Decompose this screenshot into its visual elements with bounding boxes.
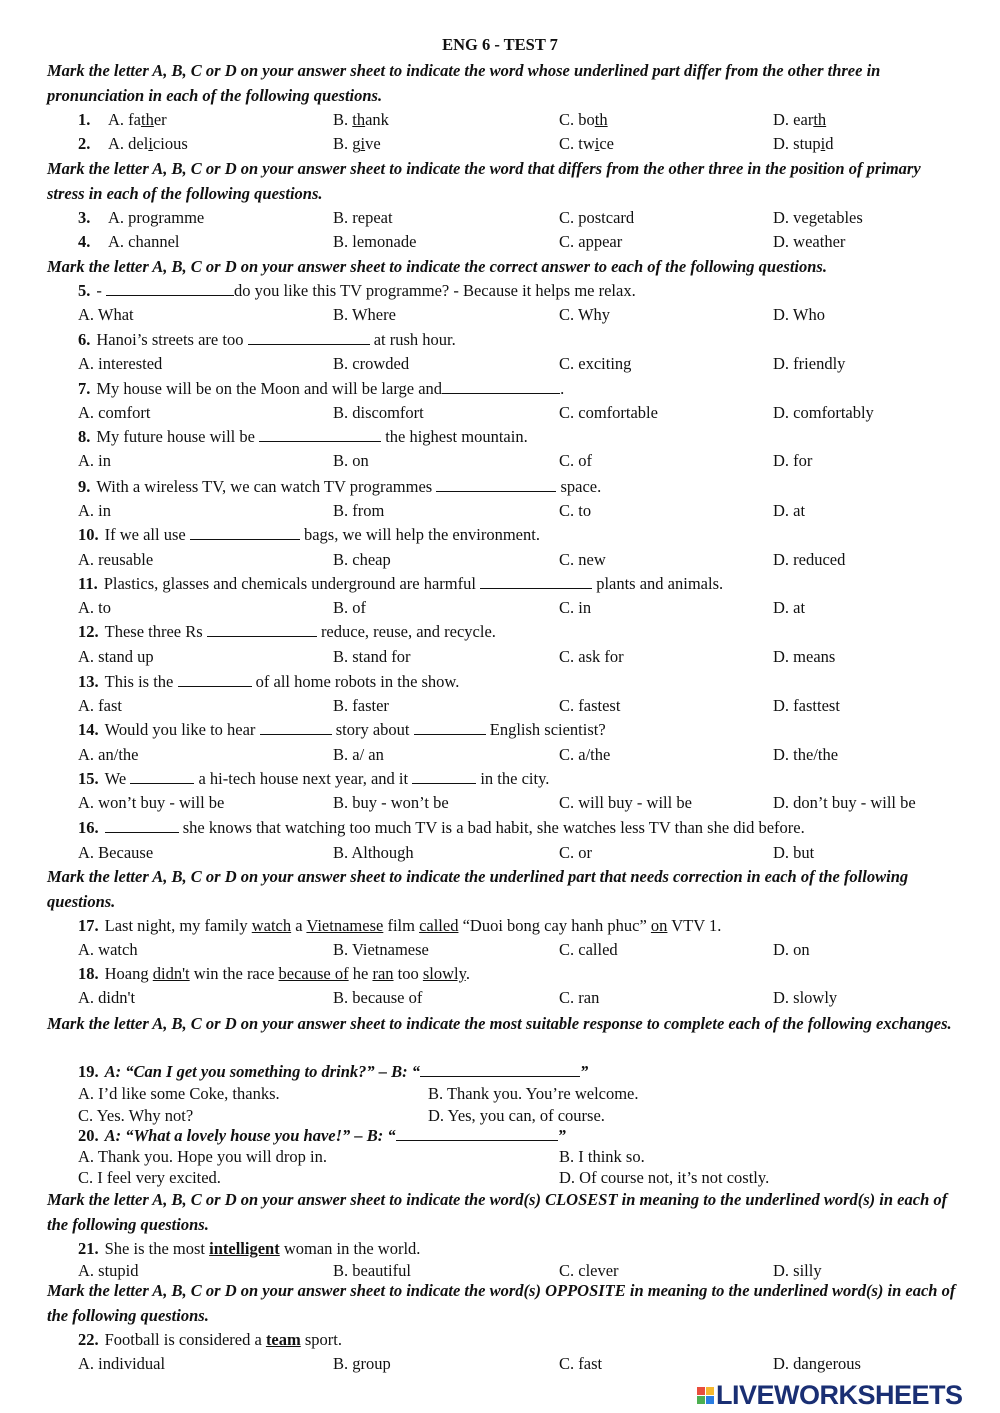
question-10-option-d[interactable]: D. reduced	[773, 550, 846, 569]
stem-text: -	[96, 281, 106, 300]
question-11-option-d[interactable]: D. at	[773, 598, 806, 617]
question-1-option-a[interactable]	[78, 109, 167, 131]
question-17-option-b[interactable]: B. Vietnamese	[333, 940, 429, 959]
answer-blank[interactable]	[480, 573, 592, 589]
question-16-option-d[interactable]: D. but	[773, 843, 815, 862]
question-20-option-b[interactable]: B. I think so.	[559, 1147, 645, 1166]
answer-blank[interactable]	[207, 621, 317, 637]
section-instruction: Mark the letter A, B, C or D on your answer sheet to indicate the most suitable response to complete each of the following exchanges.	[47, 1014, 952, 1033]
section-instruction: Mark the letter A, B, C or D on your answer sheet to indicate the word whose underlined part differ from the other three in pronunciation in each of the following questions.	[47, 61, 881, 105]
answer-blank[interactable]	[436, 476, 556, 492]
question-number: 15.	[78, 769, 99, 788]
question-6-option-a[interactable]: A. interested	[78, 354, 163, 373]
answer-blank[interactable]	[130, 768, 194, 784]
question-19-option-a[interactable]: A. I’d like some Coke, thanks.	[78, 1084, 280, 1103]
question-1-option-c[interactable]	[559, 109, 608, 131]
stem-text: A: “What a lovely house you have!” – B: “	[104, 1126, 396, 1145]
stem-text: win the race	[189, 964, 279, 983]
underlined-word: intelligent	[209, 1239, 280, 1258]
question-7-option-a[interactable]: A. comfort	[78, 403, 151, 422]
question-8-option-b[interactable]: B. on	[333, 451, 369, 470]
question-15-option-a[interactable]: A. won’t buy - will be	[78, 793, 225, 812]
question-22-option-d[interactable]: D. dangerous	[773, 1354, 861, 1373]
question-15-option-b[interactable]: B. buy - won’t be	[333, 793, 449, 812]
stem-text: story about	[331, 720, 414, 739]
question-number: 6.	[78, 330, 91, 349]
question-21-option-a[interactable]: A. stupid	[78, 1261, 139, 1280]
stem-text: a hi-tech house next year, and it	[194, 769, 413, 788]
question-number: 12.	[78, 622, 99, 641]
answer-blank[interactable]	[412, 768, 476, 784]
stem-text: She is the most	[104, 1239, 210, 1258]
question-9-stem	[78, 476, 978, 498]
question-15-option-c[interactable]: C. will buy - will be	[559, 793, 692, 812]
question-17-stem	[78, 915, 978, 937]
question-10-option-c[interactable]: C. new	[559, 550, 606, 569]
underlined-part: on	[650, 916, 668, 935]
question-8-option-a[interactable]: A. in	[78, 451, 111, 470]
stem-text: space.	[556, 477, 602, 496]
question-19-option-b[interactable]: B. Thank you. You’re welcome.	[428, 1084, 639, 1103]
question-2-option-c[interactable]	[559, 133, 614, 155]
option-text: ce	[599, 134, 615, 153]
question-18-option-b[interactable]: B. because of	[333, 988, 423, 1007]
question-11-option-c[interactable]: C. in	[559, 598, 592, 617]
question-17-option-c[interactable]: C. called	[559, 940, 618, 959]
stem-text: ”	[580, 1062, 589, 1081]
question-12-option-d[interactable]: D. means	[773, 647, 836, 666]
question-9-option-b[interactable]: B. from	[333, 501, 385, 520]
question-2-option-b[interactable]	[333, 133, 381, 155]
question-8-option-c[interactable]: C. of	[559, 451, 592, 470]
stem-text: too	[393, 964, 423, 983]
question-13-option-d[interactable]: D. fasttest	[773, 696, 840, 715]
option-text: B.	[333, 110, 353, 129]
question-11-stem	[78, 573, 978, 595]
section-instruction: Mark the letter A, B, C or D on your answer sheet to indicate the underlined part that needs correction in each of the following questions.	[47, 867, 909, 911]
question-17-option-a[interactable]: A. watch	[78, 940, 138, 959]
option-text: C. tw	[559, 134, 595, 153]
underlined-part: i	[820, 134, 826, 153]
question-22-option-c[interactable]: C. fast	[559, 1354, 603, 1373]
question-13-stem	[78, 671, 978, 693]
question-3-option-b[interactable]: B. repeat	[333, 208, 393, 227]
question-1-option-d[interactable]	[773, 109, 826, 131]
stem-text: sport.	[300, 1330, 343, 1349]
stem-text: bags, we will help the environment.	[299, 525, 540, 544]
question-18-stem	[78, 963, 978, 985]
stem-text: “Duoi bong cay hanh phuc”	[458, 916, 651, 935]
stem-text: My house will be on the Moon and will be large and	[96, 379, 443, 398]
question-6-stem	[78, 329, 978, 351]
stem-text: she knows that watching too much TV is a bad habit, she watches less TV than she did before.	[178, 818, 805, 837]
question-16-option-b[interactable]: B. Although	[333, 843, 414, 862]
question-22-stem	[78, 1329, 978, 1351]
answer-blank[interactable]	[414, 719, 486, 735]
question-5-stem	[78, 280, 978, 302]
question-16-stem	[78, 817, 978, 839]
stem-text: We	[104, 769, 131, 788]
question-number: 13.	[78, 672, 99, 691]
question-4-option-b[interactable]: B. lemonade	[333, 232, 417, 251]
question-15-stem	[78, 768, 978, 790]
question-number: 4.	[78, 232, 91, 251]
liveworksheets-logo	[697, 1381, 997, 1409]
question-4-option-a[interactable]	[78, 231, 179, 253]
question-17-option-d[interactable]: D. on	[773, 940, 810, 959]
section-instruction: Mark the letter A, B, C or D on your answer sheet to indicate the word(s) CLOSEST in meaning to the underlined word(s) in each of the following questions.	[47, 1190, 948, 1234]
question-7-option-d[interactable]: D. comfortably	[773, 403, 874, 422]
option-text: D. stup	[773, 134, 821, 153]
question-8-stem	[78, 426, 978, 448]
question-13-option-b[interactable]: B. faster	[333, 696, 389, 715]
question-21-option-b[interactable]: B. beautiful	[333, 1261, 411, 1280]
question-9-option-a[interactable]: A. in	[78, 501, 111, 520]
underlined-part: i	[360, 134, 366, 153]
stem-text: These three Rs	[104, 622, 207, 641]
option-text: A. programme	[108, 208, 205, 227]
question-10-stem	[78, 524, 978, 546]
section-instruction: Mark the letter A, B, C or D on your answer sheet to indicate the word that differs from the other three in the position of primary stress in each of the following questions.	[47, 159, 921, 203]
question-12-option-c[interactable]: C. ask for	[559, 647, 624, 666]
logo-icon	[697, 1387, 714, 1404]
answer-blank[interactable]	[105, 817, 179, 833]
question-3-option-a[interactable]	[78, 207, 204, 229]
stem-text: of all home robots in the show.	[251, 672, 460, 691]
question-21-stem	[78, 1238, 978, 1260]
question-7-option-c[interactable]: C. comfortable	[559, 403, 658, 422]
question-number: 10.	[78, 525, 99, 544]
answer-blank[interactable]	[190, 524, 300, 540]
question-7-stem	[78, 378, 978, 400]
question-number: 22.	[78, 1330, 99, 1349]
stem-text: If we all use	[104, 525, 190, 544]
question-number: 14.	[78, 720, 99, 739]
option-text: A. fa	[108, 110, 141, 129]
question-19-option-c[interactable]: C. Yes. Why not?	[78, 1106, 194, 1125]
question-number: 20.	[78, 1126, 99, 1145]
question-3-option-c[interactable]: C. postcard	[559, 208, 635, 227]
stem-text: plants and animals.	[592, 574, 724, 593]
underlined-part: called	[419, 916, 459, 935]
question-4-option-c[interactable]: C. appear	[559, 232, 623, 251]
underlined-part: th	[813, 110, 827, 129]
underlined-part: because of	[278, 964, 349, 983]
logo-text: LIVEWORKSHEETS	[716, 1379, 963, 1410]
answer-blank[interactable]	[442, 378, 560, 394]
question-5-option-b[interactable]: B. Where	[333, 305, 396, 324]
question-number: 3.	[78, 208, 91, 227]
question-number: 8.	[78, 427, 91, 446]
question-14-option-c[interactable]: C. a/the	[559, 745, 611, 764]
question-6-option-c[interactable]: C. exciting	[559, 354, 632, 373]
option-text: cious	[152, 134, 188, 153]
question-number: 9.	[78, 477, 91, 496]
question-7-option-b[interactable]: B. discomfort	[333, 403, 424, 422]
question-4-option-d[interactable]: D. weather	[773, 232, 846, 251]
answer-blank[interactable]	[396, 1125, 558, 1141]
question-2-option-a[interactable]	[78, 133, 188, 155]
option-text: d	[825, 134, 834, 153]
question-16-option-c[interactable]: C. or	[559, 843, 592, 862]
stem-text: Hanoi’s streets are too	[96, 330, 248, 349]
question-number: 16.	[78, 818, 99, 837]
underlined-part: th	[140, 110, 154, 129]
section-instruction: Mark the letter A, B, C or D on your answer sheet to indicate the word(s) OPPOSITE in meaning to the underlined word(s) in each of the following questions.	[47, 1281, 956, 1325]
stem-text: woman in the world.	[279, 1239, 421, 1258]
question-3-option-d[interactable]: D. vegetables	[773, 208, 863, 227]
option-text: er	[153, 110, 167, 129]
stem-text: Hoang	[104, 964, 153, 983]
question-2-option-d[interactable]	[773, 133, 834, 155]
stem-text: reduce, reuse, and recycle.	[316, 622, 496, 641]
question-10-option-a[interactable]: A. reusable	[78, 550, 154, 569]
stem-text: the highest mountain.	[381, 427, 528, 446]
question-11-option-b[interactable]: B. of	[333, 598, 366, 617]
question-5-option-d[interactable]: D. Who	[773, 305, 825, 324]
option-text: B. g	[333, 134, 361, 153]
stem-text: English scientist?	[485, 720, 606, 739]
question-21-option-c[interactable]: C. clever	[559, 1261, 619, 1280]
question-number: 2.	[78, 134, 91, 153]
underlined-part: i	[148, 134, 153, 153]
option-text: A. channel	[108, 232, 180, 251]
stem-text: ”	[557, 1126, 566, 1145]
question-1-option-b[interactable]	[333, 109, 389, 131]
stem-text: .	[560, 379, 565, 398]
stem-text: film	[383, 916, 420, 935]
question-number: 1.	[78, 110, 91, 129]
question-14-stem	[78, 719, 978, 741]
question-19-option-d[interactable]: D. Yes, you can, of course.	[428, 1106, 605, 1125]
question-14-option-b[interactable]: B. a/ an	[333, 745, 384, 764]
question-5-option-c[interactable]: C. Why	[559, 305, 611, 324]
question-12-option-a[interactable]: A. stand up	[78, 647, 154, 666]
question-9-option-c[interactable]: C. to	[559, 501, 592, 520]
stem-text: A: “Can I get you something to drink?” – B: “	[104, 1062, 421, 1081]
stem-text: This is the	[104, 672, 178, 691]
question-22-option-a[interactable]: A. individual	[78, 1354, 166, 1373]
question-number: 21.	[78, 1239, 99, 1258]
answer-blank[interactable]	[178, 671, 252, 687]
section-instruction: Mark the letter A, B, C or D on your answer sheet to indicate the correct answer to each of the following questions.	[47, 257, 827, 276]
question-12-option-b[interactable]: B. stand for	[333, 647, 411, 666]
stem-text: Football is considered a	[104, 1330, 266, 1349]
question-6-option-d[interactable]: D. friendly	[773, 354, 846, 373]
stem-text: he	[348, 964, 373, 983]
question-11-option-a[interactable]: A. to	[78, 598, 111, 617]
question-20-option-a[interactable]: A. Thank you. Hope you will drop in.	[78, 1147, 328, 1166]
question-18-option-a[interactable]: A. didn't	[78, 988, 136, 1007]
question-number: 5.	[78, 281, 91, 300]
answer-blank[interactable]	[259, 426, 381, 442]
question-19-stem	[78, 1061, 978, 1083]
stem-text: do you like this TV programme? - Because it helps me relax.	[234, 281, 636, 300]
underlined-part: slowly	[422, 964, 466, 983]
stem-text: Would you like to hear	[104, 720, 260, 739]
answer-blank[interactable]	[420, 1061, 580, 1077]
stem-text: .	[465, 964, 470, 983]
question-5-option-a[interactable]: A. What	[78, 305, 134, 324]
question-13-option-a[interactable]: A. fast	[78, 696, 122, 715]
question-15-option-d[interactable]: D. don’t buy - will be	[773, 793, 916, 812]
question-number: 18.	[78, 964, 99, 983]
question-number: 7.	[78, 379, 91, 398]
answer-blank[interactable]	[260, 719, 332, 735]
question-number: 19.	[78, 1062, 99, 1081]
stem-text: VTV 1.	[667, 916, 722, 935]
page-title: ENG 6 - TEST 7	[442, 35, 558, 54]
answer-blank[interactable]	[106, 280, 234, 296]
stem-text: a	[291, 916, 307, 935]
option-text: ank	[365, 110, 389, 129]
underlined-part: th	[352, 110, 366, 129]
question-12-stem	[78, 621, 978, 643]
stem-text: in the city.	[476, 769, 550, 788]
question-18-option-d[interactable]: D. slowly	[773, 988, 838, 1007]
option-text: A. del	[108, 134, 149, 153]
question-9-option-d[interactable]: D. at	[773, 501, 806, 520]
question-21-option-d[interactable]: D. silly	[773, 1261, 822, 1280]
question-16-option-a[interactable]: A. Because	[78, 843, 154, 862]
underlined-part: watch	[251, 916, 292, 935]
option-text: ve	[365, 134, 381, 153]
question-number: 17.	[78, 916, 99, 935]
option-text: D. ear	[773, 110, 814, 129]
underlined-part: didn't	[152, 964, 190, 983]
question-8-option-d[interactable]: D. for	[773, 451, 813, 470]
underlined-part: Vietnamese	[306, 916, 384, 935]
question-22-option-b[interactable]: B. group	[333, 1354, 391, 1373]
stem-text: Plastics, glasses and chemicals underground are harmful	[103, 574, 481, 593]
question-14-option-d[interactable]: D. the/the	[773, 745, 839, 764]
underlined-part: i	[594, 134, 600, 153]
question-20-option-c[interactable]: C. I feel very excited.	[78, 1168, 221, 1187]
underlined-word: team	[265, 1330, 301, 1349]
question-14-option-a[interactable]: A. an/the	[78, 745, 139, 764]
question-number: 11.	[78, 574, 98, 593]
question-13-option-c[interactable]: C. fastest	[559, 696, 621, 715]
option-text: C. bo	[559, 110, 595, 129]
answer-blank[interactable]	[248, 329, 370, 345]
stem-text: My future house will be	[96, 427, 260, 446]
stem-text: With a wireless TV, we can watch TV programmes	[96, 477, 437, 496]
question-10-option-b[interactable]: B. cheap	[333, 550, 391, 569]
question-18-option-c[interactable]: C. ran	[559, 988, 600, 1007]
question-20-stem	[78, 1125, 978, 1147]
question-6-option-b[interactable]: B. crowded	[333, 354, 410, 373]
underlined-part: ran	[372, 964, 394, 983]
stem-text: at rush hour.	[369, 330, 456, 349]
stem-text: Last night, my family	[104, 916, 252, 935]
underlined-part: th	[594, 110, 608, 129]
question-20-option-d[interactable]: D. Of course not, it’s not costly.	[559, 1168, 770, 1187]
